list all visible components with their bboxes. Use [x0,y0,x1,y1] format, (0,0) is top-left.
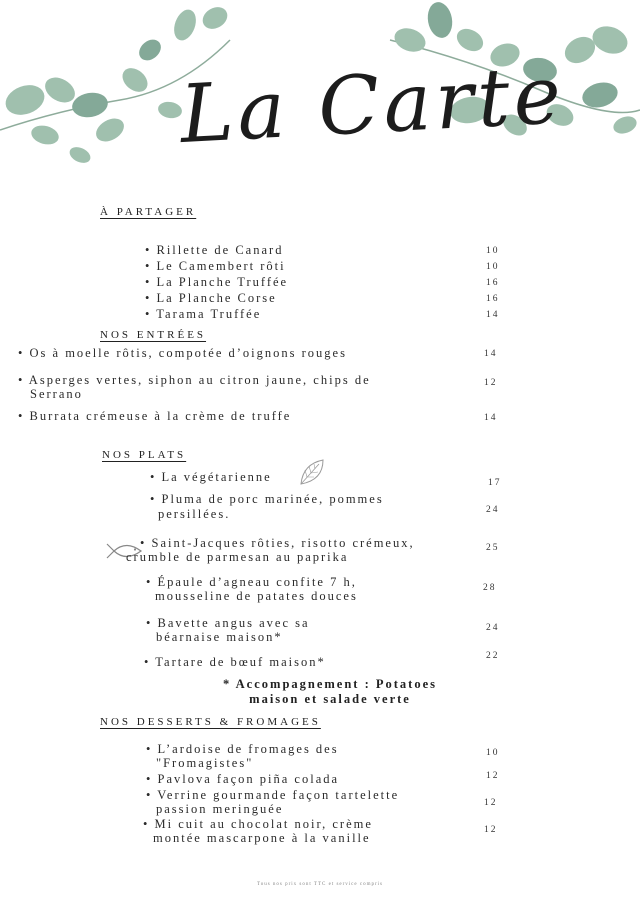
menu-item-name: • Asperges vertes, siphon au citron jaune, chips de [18,373,371,387]
menu-item-name: • Épaule d’agneau confite 7 h, [146,575,357,589]
section-heading-desserts: NOS DESSERTS & FROMAGES [100,716,321,728]
menu-item-price: 17 [488,478,502,488]
menu-item-name: • Saint-Jacques rôties, risotto crémeux, [140,536,415,550]
menu-item-name-cont: "Fromagistes" [156,756,254,770]
menu-item-name: • Tarama Truffée [145,307,262,321]
menu-item-price: 12 [484,378,498,388]
menu-item-price: 22 [486,651,500,661]
section-heading-plats: NOS PLATS [102,449,187,461]
menu-item-name: • Pavlova façon piña colada [146,772,340,786]
menu-item-price: 12 [484,798,498,808]
menu-item-name: • Le Camembert rôti [145,259,286,273]
menu-item-name: • Pluma de porc marinée, pommes [150,492,384,506]
menu-item-price: 16 [486,278,500,288]
menu-item-price: 28 [483,583,497,593]
menu-item-name: • Burrata crémeuse à la crème de truffe [18,409,292,423]
menu-item-name-cont: crumble de parmesan au paprika [126,550,349,564]
menu-item-name: • Rillette de Canard [145,243,284,257]
menu-item-price: 24 [486,505,500,515]
menu-item-price: 14 [486,310,500,320]
menu-item-name-cont: passion meringuée [156,802,284,816]
side-dish-note-line1: * Accompagnement : Potatoes [222,677,438,691]
menu-item-name: • La végétarienne [150,470,272,484]
menu-item-price: 12 [484,825,498,835]
menu-item-price: 10 [486,262,500,272]
menu-item-price: 10 [486,748,500,758]
menu-item-name-cont: persillées. [158,507,231,521]
menu-item-price: 16 [486,294,500,304]
side-dish-note-line2: maison et salade verte [249,692,411,706]
leaf-icon [297,456,327,488]
menu-item-name: • Tartare de bœuf maison* [144,655,326,669]
menu-item-price: 14 [484,413,498,423]
menu-item-price: 24 [486,623,500,633]
menu-item-name: • Mi cuit au chocolat noir, crème [143,817,373,831]
menu-item-name: • La Planche Truffée [145,275,289,289]
menu-item-name: • Os à moelle rôtis, compotée d’oignons rouges [18,346,347,360]
menu-item-name-cont: Serrano [30,387,83,401]
menu-item-name: • Verrine gourmande façon tartelette [146,788,400,802]
section-heading-entrees: NOS ENTRÉES [100,329,207,341]
menu-item-name: • Bavette angus avec sa [146,616,310,630]
section-heading-partager: À PARTAGER [100,206,197,218]
menu-item-name-cont: montée mascarpone à la vanille [153,831,371,845]
page-title: La Carte [177,47,568,162]
side-dish-note [190,677,470,707]
menu-item-name-cont: mousseline de patates douces [155,589,358,603]
menu-item-name-cont: béarnaise maison* [156,630,283,644]
menu-item-price: 25 [486,543,500,553]
footer-note: Tous nos prix sont TTC et service compris [257,882,383,887]
menu-item-price: 14 [484,349,498,359]
menu-item-name: • La Planche Corse [145,291,277,305]
menu-item-price: 10 [486,246,500,256]
menu-item-name: • L’ardoise de fromages des [146,742,339,756]
menu-item-price: 12 [486,771,500,781]
